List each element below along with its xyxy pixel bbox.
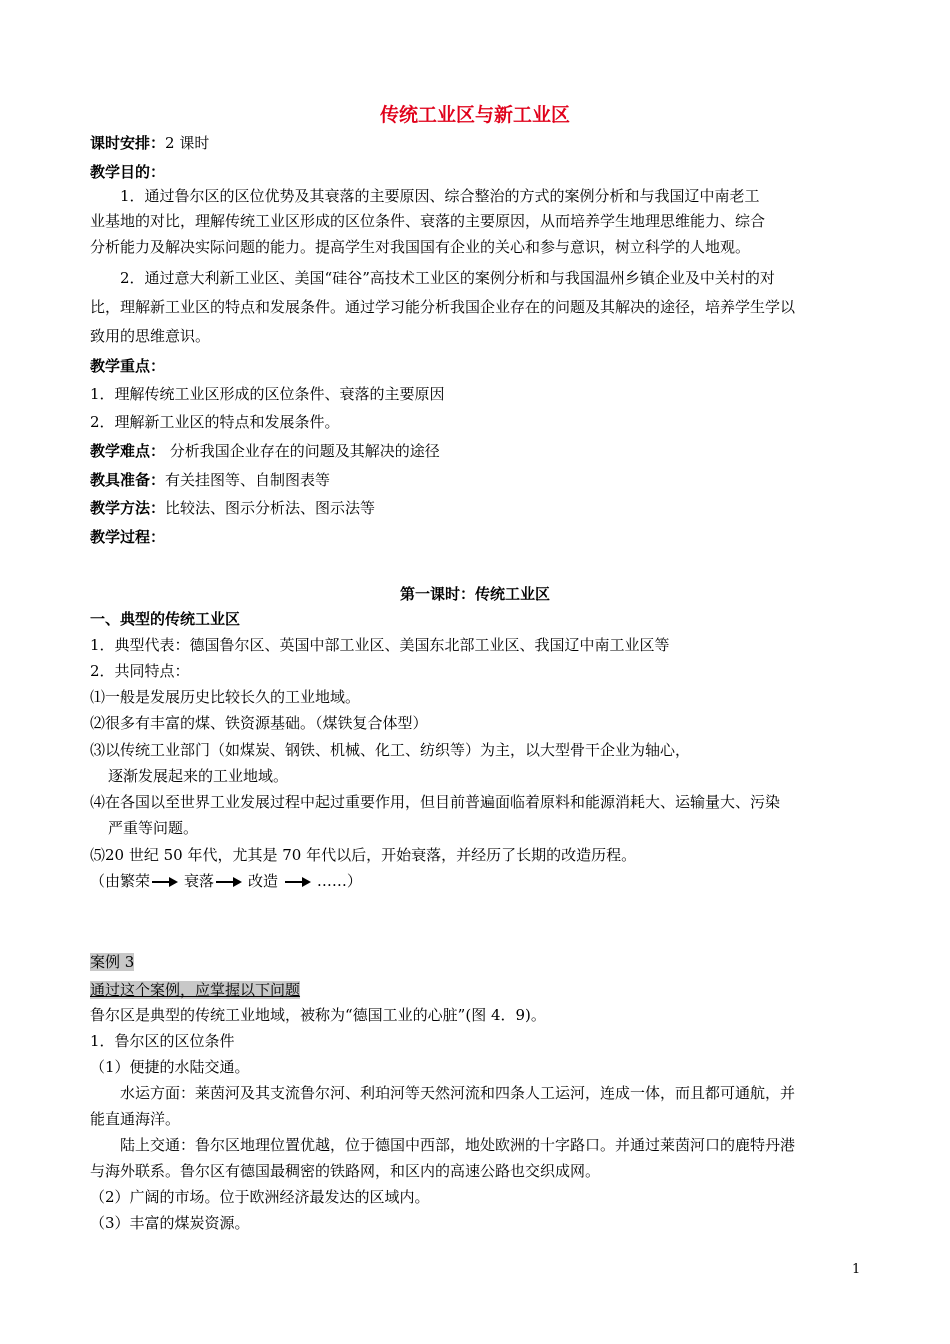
land-transport-line2: 与海外联系。鲁尔区有德国最稠密的铁路网，和区内的高速公路也交织成网。 bbox=[90, 1162, 601, 1180]
flow-end: ……） bbox=[316, 872, 362, 890]
key-point-2: 2．理解新工业区的特点和发展条件。 bbox=[90, 413, 340, 431]
feature-5: ⑸20 世纪 50 年代，尤其是 70 年代以后，开始衰落，并经历了长期的改造历程。 bbox=[90, 846, 637, 864]
representatives-line: 1．典型代表：德国鲁尔区、英国中部工业区、美国东北部工业区、我国辽中南工业区等 bbox=[90, 636, 670, 654]
objectives-label: 教学目的： bbox=[90, 163, 166, 181]
tools-value: 有关挂图等、自制图表等 bbox=[165, 471, 331, 489]
flow-open: （由繁荣 bbox=[90, 872, 151, 890]
feature-3-line2: 逐渐发展起来的工业地域。 bbox=[108, 767, 289, 785]
case-tag: 案例 3 bbox=[90, 953, 135, 971]
decline-flow bbox=[90, 871, 362, 891]
case-note: 通过这个案例，应掌握以下问题 bbox=[90, 981, 301, 999]
methods-line bbox=[90, 498, 375, 518]
schedule-label: 课时安排： bbox=[90, 134, 166, 152]
difficulty-value: 分析我国企业存在的问题及其解决的途径 bbox=[165, 442, 440, 460]
methods-label: 教学方法： bbox=[90, 499, 166, 517]
objectives-p2-line1: 2．通过意大利新工业区、美国“硅谷”高技术工业区的案例分析和与我国温州乡镇企业及中关村的对 bbox=[120, 269, 775, 287]
tools-label: 教具准备： bbox=[90, 471, 166, 489]
schedule-value: 2 课时 bbox=[165, 134, 210, 152]
feature-4-line1: ⑷在各国以至世界工业发展过程中起过重要作用，但目前普遍面临着原料和能源消耗大、运输量大、污染 bbox=[90, 793, 781, 811]
water-transport-line1: 水运方面：莱茵河及其支流鲁尔河、利珀河等天然河流和四条人工运河，连成一体，而且都可通航，并 bbox=[120, 1084, 796, 1102]
flow-reform: 改造 bbox=[248, 872, 279, 890]
difficulty-line bbox=[90, 441, 440, 461]
objectives-p1-line3: 分析能力及解决实际问题的能力。提高学生对我国国有企业的关心和参与意识，树立科学的人地观。 bbox=[90, 238, 751, 256]
document-title: 传统工业区与新工业区 bbox=[379, 104, 570, 126]
feature-4-line2: 严重等问题。 bbox=[108, 819, 199, 837]
feature-2: ⑵很多有丰富的煤、铁资源基础。（煤铁复合体型） bbox=[90, 714, 428, 732]
objectives-p1-line1: 1．通过鲁尔区的区位优势及其衰落的主要原因、综合整治的方式的案例分析和与我国辽中南老工 bbox=[120, 187, 760, 205]
feature-3-line1: ⑶以传统工业部门（如煤炭、钢铁、机械、化工、纺织等）为主，以大型骨干企业为轴心， bbox=[90, 741, 691, 759]
difficulty-label: 教学难点： bbox=[90, 442, 166, 460]
schedule-line bbox=[90, 133, 209, 153]
case-tag-line bbox=[90, 952, 134, 972]
lesson1-heading: 第一课时：传统工业区 bbox=[399, 585, 550, 603]
arrow-right-icon bbox=[152, 877, 178, 887]
feature-1: ⑴一般是发展历史比较长久的工业地域。 bbox=[90, 688, 361, 706]
page-number: 1 bbox=[852, 1262, 861, 1277]
case-intro: 鲁尔区是典型的传统工业地域，被称为“德国工业的心脏”(图 4．9)。 bbox=[90, 1006, 546, 1024]
methods-value: 比较法、图示分析法、图示法等 bbox=[165, 499, 376, 517]
section1-heading: 一、典型的传统工业区 bbox=[90, 610, 241, 628]
objectives-p2-line2: 比，理解新工业区的特点和发展条件。通过学习能分析我国企业存在的问题及其解决的途径，培养学生学以 bbox=[90, 298, 796, 316]
common-features-label: 2．共同特点： bbox=[90, 662, 190, 680]
case-note-line bbox=[90, 980, 300, 1000]
objectives-p1-line2: 业基地的对比，理解传统工业区形成的区位条件、衰落的主要原因，从而培养学生地理思维能力、综合 bbox=[90, 212, 766, 230]
flow-decline: 衰落 bbox=[184, 872, 215, 890]
tools-line bbox=[90, 470, 330, 490]
water-transport-line2: 能直通海洋。 bbox=[90, 1110, 181, 1128]
process-label: 教学过程： bbox=[90, 528, 166, 546]
land-transport-line1: 陆上交通：鲁尔区地理位置优越，位于德国中西部，地处欧洲的十字路口。并通过莱茵河口的鹿特丹港 bbox=[120, 1136, 796, 1154]
arrow-right-icon bbox=[216, 877, 242, 887]
condition-1: （1）便捷的水陆交通。 bbox=[90, 1058, 250, 1076]
key-points-label: 教学重点： bbox=[90, 357, 166, 375]
condition-3: （3）丰富的煤炭资源。 bbox=[90, 1214, 250, 1232]
key-point-1: 1．理解传统工业区形成的区位条件、衰落的主要原因 bbox=[90, 385, 445, 403]
condition-2: （2）广阔的市场。位于欧洲经济最发达的区域内。 bbox=[90, 1188, 430, 1206]
arrow-right-icon bbox=[285, 877, 311, 887]
location-heading: 1．鲁尔区的区位条件 bbox=[90, 1032, 235, 1050]
objectives-p2-line3: 致用的思维意识。 bbox=[90, 327, 211, 345]
